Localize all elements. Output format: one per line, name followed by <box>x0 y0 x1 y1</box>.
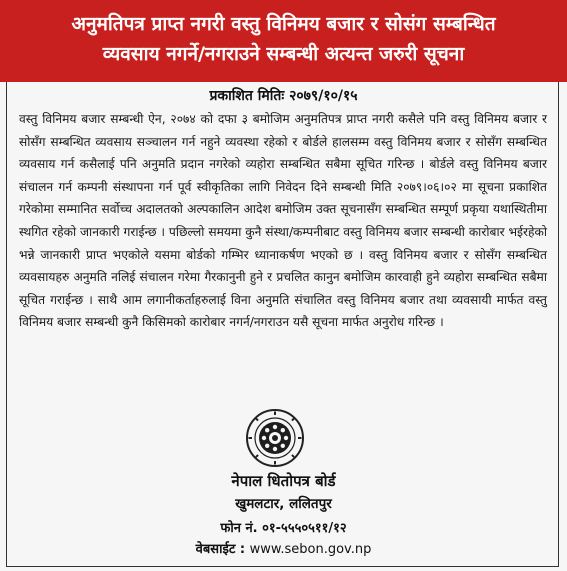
website-line <box>7 539 560 557</box>
header-title-line-2: व्यवसाय नगर्ने/नगराउने सम्बन्धी अत्यन्त जरुरी सूचना <box>102 43 465 65</box>
published-date: प्रकाशित मितिः २०७९/१०/१५ <box>209 88 358 104</box>
website-link[interactable]: www.sebon.gov.np <box>249 542 372 557</box>
notice-body: वस्तु विनिमय बजार सम्बन्धी ऐन, २०७४ को दफा ३ बमोजिम अनुमतिपत्र प्राप्त नगरी कसैले पनि वस्तु विनिमय बजार र सोसँग सम्बन्धित व्यवसाय सञ्चालन गर्न नहुने व्यवस्था रहेको र बोर्डले हालसम्म वस्तु विनिमय बजार र सोसँग सम्बन्धित व्यवसाय गर्न कसैलाई पनि अनुमति प्रदान नगरेको व्यहोरा सम्बन्धित सबैमा सूचित गरिन्छ । बोर्डले वस्तु विनिमय बजार संचालन गर्न कम्पनी संस्थापना गर्न पूर्व स्वीकृतिका लागि निवेदन दिने सम्बन्धी मिति २०७९।०६।०२ मा सूचना प्रकाशित गरेकोमा सम्मानित सर्वोच्च अदालतको अल्पकालिन आदेश बमोजिम उक्त सूचनासँग सम्बन्धित सम्पूर्ण प्रकृया यथास्थितीमा स्थगित रहेको जानकारी गराईन्छ । पछिल्लो समयमा कुनै संस्था/कम्पनीबाट वस्तु विनिमय बजार सम्बन्धी कारोबार भईरहेको भन्ने जानकारी प्राप्त भएकोले यसमा बोर्डको गम्भिर ध्यानाकर्षण भएको छ । वस्तु विनिमय बजार र सोसँग सम्बन्धित व्यवसायहरु अनुमति नलिई संचालन गरेमा गैरकानुनी हुने र प्रचलित कानुन बमोजिम कारवाही हुने व्यहोरा सम्बन्धित सबैमा सूचित गराईन्छ । साथै आम लगानीकर्ताहरुलाई विना अनुमति संचालित वस्तु विनिमय बजार तथा व्यवसायी मार्फत वस्तु विनिमय बजार सम्बन्धी कुनै किसिमको कारोबार नगर्न/नगराउन यसै सूचना मार्फत अनुरोध गरिन्छ । <box>19 112 547 330</box>
header-title-line-1: अनुमतिपत्र प्राप्त नगरी वस्तु विनिमय बजार र सोसंग सम्बन्धित <box>71 13 496 35</box>
organization-name: नेपाल धितोपत्र बोर्ड <box>231 472 336 490</box>
notice-frame <box>6 82 559 567</box>
sebon-seal-icon <box>245 408 305 468</box>
notice-header <box>0 0 567 82</box>
phone-number: फोन नं. ०१-५५५०५११/१२ <box>220 521 347 536</box>
organization-address: खुमलटार, ललितपुर <box>235 496 332 512</box>
website-label: वेबसाईट : <box>195 542 246 557</box>
